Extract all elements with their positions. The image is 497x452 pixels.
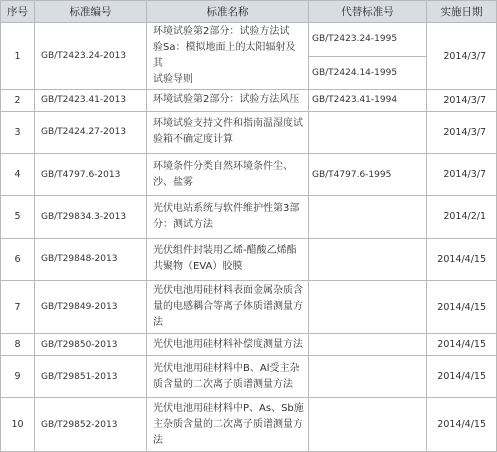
cell-standard-name	[147, 196, 309, 238]
cell-serial-no: 5	[1, 196, 35, 238]
standard-name-line: 试验导则	[153, 74, 193, 86]
standard-name-line: 光伏组件封装用乙烯-醋酸乙烯酯	[153, 245, 297, 257]
cell-effective-date: 2014/4/15	[427, 238, 497, 280]
standard-name-line: 法	[153, 434, 163, 446]
cell-standard-name	[147, 334, 309, 356]
standard-name-line: 质含量的二次离子质谱测量方法	[153, 378, 293, 390]
cell-serial-no: 1	[1, 23, 35, 90]
cell-effective-date: 2014/3/7	[427, 23, 497, 90]
cell-effective-date: 2014/4/15	[427, 398, 497, 452]
cell-standard-code: GB/T2424.27-2013	[35, 111, 147, 153]
standard-name-line: 光伏电池用硅材料中B、Al受主杂	[153, 362, 300, 374]
cell-standard-name	[147, 238, 309, 280]
header-standard-name: 标准名称	[147, 1, 309, 23]
header-serial-no: 序号	[1, 1, 35, 23]
cell-effective-date: 2014/4/15	[427, 356, 497, 398]
cell-serial-no: 9	[1, 356, 35, 398]
cell-serial-no: 10	[1, 398, 35, 452]
standard-name-line: 环境条件分类自然环境条件尘、	[153, 160, 293, 172]
cell-serial-no: 6	[1, 238, 35, 280]
cell-replaced-standard	[309, 280, 427, 334]
table-row	[1, 196, 497, 238]
standard-name-line: 光伏电池用硅材料中P、As、Sb施	[153, 402, 304, 414]
cell-serial-no: 3	[1, 111, 35, 153]
standard-name-line: 环境试验支持文件和指南温湿度试	[153, 118, 303, 130]
cell-replaced-standard	[309, 196, 427, 238]
cell-effective-date: 2014/2/1	[427, 196, 497, 238]
standard-name-line: 光伏电池用硅材料补偿度测量方法	[153, 338, 303, 350]
table-row	[1, 238, 497, 280]
cell-serial-no: 4	[1, 153, 35, 195]
cell-standard-code: GB/T4797.6-2013	[35, 153, 147, 195]
standard-name-line: 量的电感耦合等离子体质谱测量方	[153, 301, 303, 313]
cell-standard-code: GB/T2423.24-2013	[35, 23, 147, 90]
cell-replaced-standard	[309, 356, 427, 398]
standard-name-line: 环境试验第2部分：试验方法试	[153, 26, 290, 38]
cell-standard-name	[147, 23, 309, 90]
cell-serial-no: 7	[1, 280, 35, 334]
header-effective-date: 实施日期	[427, 1, 497, 23]
cell-serial-no: 2	[1, 90, 35, 112]
cell-standard-code: GB/T29834.3-2013	[35, 196, 147, 238]
cell-replaced-standard: GB/T2424.14-1995	[309, 56, 427, 90]
standard-name-line: 主杂质含量的二次离子质谱测量方	[153, 418, 303, 430]
cell-effective-date: 2014/3/7	[427, 90, 497, 112]
table-row	[1, 111, 497, 153]
standard-name-line: 验Sa：模拟地面上的太阳辐射及其	[153, 42, 296, 70]
table-row	[1, 398, 497, 452]
standard-name-line: 验箱不确定度计算	[153, 134, 233, 146]
table-row	[1, 334, 497, 356]
standard-name-line: 光伏电站系统与软件维护性第3部	[153, 202, 300, 214]
cell-standard-name	[147, 398, 309, 452]
cell-standard-name	[147, 356, 309, 398]
cell-standard-name	[147, 90, 309, 112]
table-row	[1, 23, 497, 57]
cell-standard-code: GB/T29851-2013	[35, 356, 147, 398]
cell-standard-name	[147, 153, 309, 195]
standard-name-line: 沙、盐雾	[153, 176, 193, 188]
cell-standard-code: GB/T2423.41-2013	[35, 90, 147, 112]
cell-effective-date: 2014/3/7	[427, 111, 497, 153]
cell-replaced-standard	[309, 111, 427, 153]
cell-standard-code: GB/T29849-2013	[35, 280, 147, 334]
standard-name-line: 环境试验第2部分：试验方法风压	[153, 94, 300, 106]
standard-name-line: 分：测试方法	[153, 218, 213, 230]
header-standard-code: 标准编号	[35, 1, 147, 23]
cell-effective-date: 2014/3/7	[427, 153, 497, 195]
cell-standard-code: GB/T29850-2013	[35, 334, 147, 356]
cell-standard-code: GB/T29852-2013	[35, 398, 147, 452]
table-row	[1, 90, 497, 112]
cell-standard-name	[147, 280, 309, 334]
standard-name-line: 法	[153, 317, 163, 329]
cell-replaced-standard	[309, 334, 427, 356]
table-header-row	[1, 1, 497, 23]
cell-replaced-standard: GB/T2423.41-1994	[309, 90, 427, 112]
cell-serial-no: 8	[1, 334, 35, 356]
standard-name-line: 光伏电池用硅材料表面金属杂质含	[153, 285, 303, 297]
cell-effective-date: 2014/4/15	[427, 334, 497, 356]
table-row	[1, 153, 497, 195]
header-replaced-standard: 代替标准号	[309, 1, 427, 23]
cell-replaced-standard: GB/T4797.6-1995	[309, 153, 427, 195]
cell-standard-code: GB/T29848-2013	[35, 238, 147, 280]
table-row	[1, 356, 497, 398]
cell-standard-name	[147, 111, 309, 153]
table-row	[1, 280, 497, 334]
cell-replaced-standard	[309, 238, 427, 280]
table-body	[1, 23, 497, 452]
standard-name-line: 共聚物（EVA）胶膜	[153, 261, 243, 273]
cell-replaced-standard: GB/T2423.24-1995	[309, 23, 427, 57]
cell-effective-date: 2014/4/15	[427, 280, 497, 334]
cell-replaced-standard	[309, 398, 427, 452]
